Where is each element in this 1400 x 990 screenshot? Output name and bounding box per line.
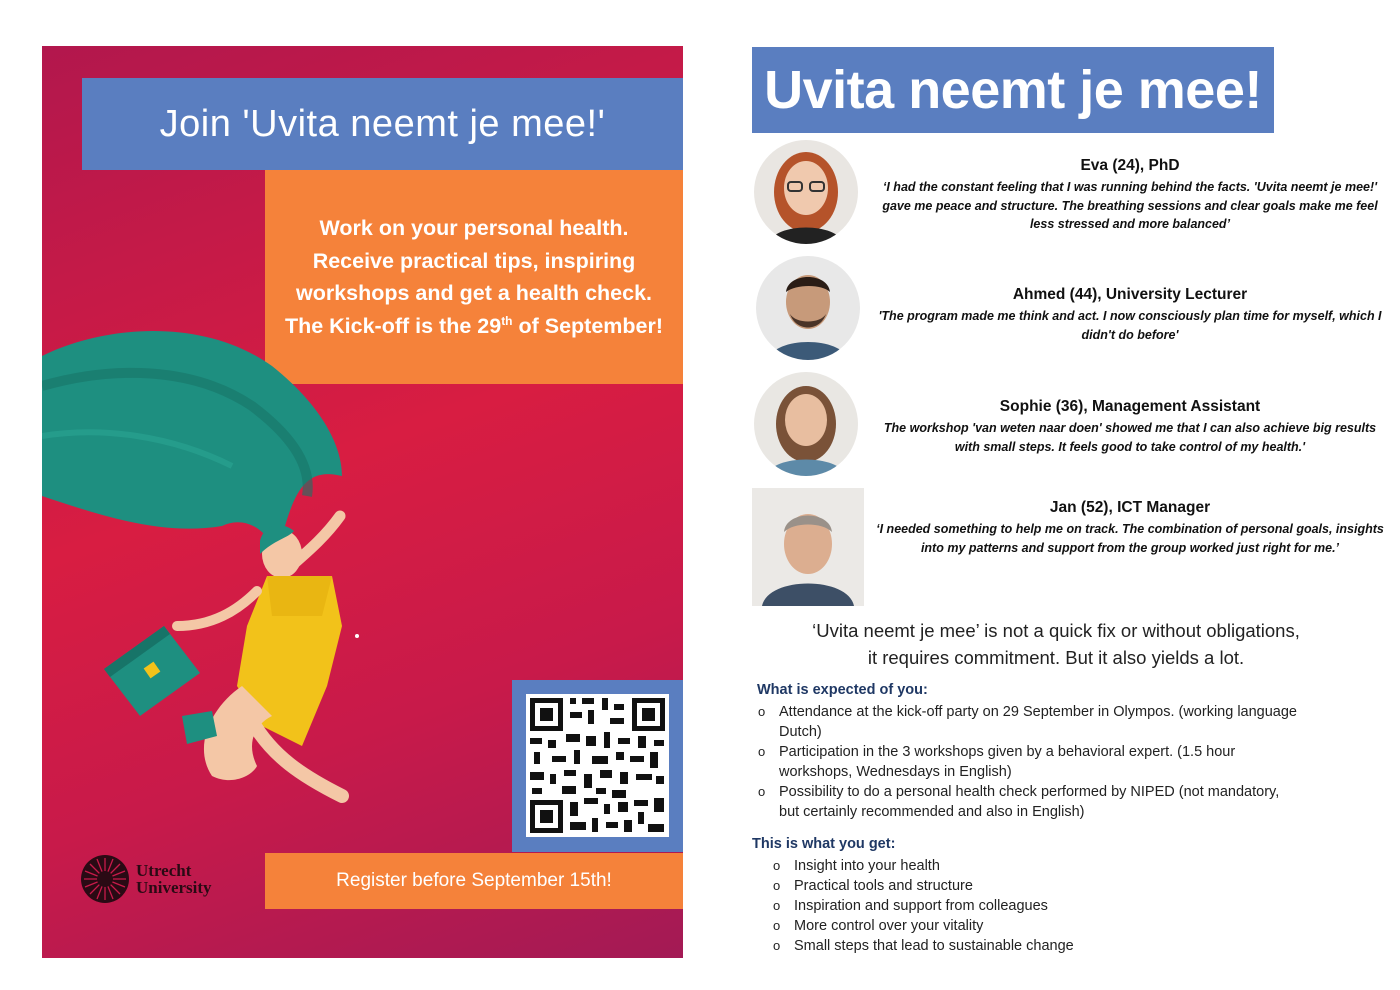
poster-title: Join 'Uvita neemt je mee!'	[82, 78, 683, 170]
testimonial-quote: The workshop 'van weten naar doen' showed me that I can also achieve big results with small steps. It feels good to take control of my health.'	[883, 421, 1377, 454]
intro-line: it requires commitment. But it also yields a lot.	[867, 646, 1245, 668]
intro-line: ‘Uvita neemt je mee’ is not a quick fix or without obligations,	[812, 620, 1300, 641]
list-item: o Inspiration and support from colleagues	[773, 898, 1048, 914]
bullet-icon: o	[773, 878, 781, 893]
bullet-icon: o	[758, 784, 766, 799]
testimonial	[872, 157, 1388, 234]
testimonial-name: Sophie (36), Management Assistant	[999, 398, 1261, 415]
avatar-eva	[754, 140, 858, 244]
testimonial-quote: ‘I had the constant feeling that I was running behind the facts. 'Uvita neemt je mee!' gave me peace and structure. The breathing sessions and clear goals make me feel less stressed and more balanced’	[882, 180, 1378, 231]
qr-code-icon	[526, 694, 669, 837]
testimonial-name: Ahmed (44), University Lecturer	[1012, 286, 1248, 303]
bullet-icon: o	[773, 918, 781, 933]
testimonial	[872, 499, 1388, 557]
doc-intro	[756, 618, 1356, 671]
poster-body-line: Receive practical tips, inspiring	[312, 248, 636, 273]
testimonial-name: Jan (52), ICT Manager	[1049, 499, 1211, 516]
bullet-icon: o	[773, 938, 781, 953]
register-banner: Register before September 15th!	[265, 853, 683, 909]
testimonial-quote: 'The program made me think and act. I now consciously plan time for myself, which I didn't do before'	[878, 309, 1382, 342]
qr-code[interactable]	[512, 680, 683, 852]
doc-title: Uvita neemt je mee!	[752, 47, 1274, 133]
list-item: o Insight into your health	[773, 858, 940, 874]
poster-body-line: workshops and get a health check.	[295, 281, 653, 305]
list-item: o Participation in the 3 workshops given by a behavioral expert. (1.5 hour workshops, Wednesdays in English)	[758, 744, 1236, 780]
list-item: o Attendance at the kick-off party on 29 September in Olympos. (working language Dutch)	[758, 704, 1297, 740]
get-heading: This is what you get:	[752, 836, 896, 852]
list-item: o Practical tools and structure	[773, 878, 973, 894]
testimonial-name: Eva (24), PhD	[1080, 157, 1180, 174]
list-item: o Possibility to do a personal health check performed by NIPED (not mandatory, but certainly recommended and also in English)	[758, 784, 1280, 820]
bullet-icon: o	[758, 744, 766, 759]
get-list	[773, 856, 1214, 956]
expected-heading: What is expected of you:	[757, 682, 928, 698]
testimonial-quote: ‘I needed something to help me on track. The combination of personal goals, insights into my patterns and support from the group worked just right for me.’	[876, 522, 1384, 555]
avatar-ahmed	[756, 256, 860, 360]
list-item: o Small steps that lead to sustainable change	[773, 938, 1074, 954]
utrecht-university-logo	[80, 854, 212, 904]
logo-text-line: University	[136, 878, 212, 897]
avatar-jan	[752, 488, 864, 606]
bullet-icon: o	[773, 858, 781, 873]
bullet-icon: o	[758, 704, 766, 719]
poster	[42, 46, 683, 958]
testimonial	[872, 286, 1388, 344]
poster-kickoff-line: The Kick-off is the 29th of September!	[284, 313, 664, 338]
testimonial	[872, 398, 1388, 456]
logo-text-line: Utrecht	[136, 861, 192, 880]
sun-logo-icon	[80, 854, 130, 904]
list-item: o More control over your vitality	[773, 918, 984, 934]
avatar-sophie	[754, 372, 858, 476]
poster-body-line: Work on your personal health.	[319, 216, 629, 240]
woman-flying-illustration	[42, 326, 402, 846]
expected-list	[758, 702, 1299, 822]
bullet-icon: o	[773, 898, 781, 913]
